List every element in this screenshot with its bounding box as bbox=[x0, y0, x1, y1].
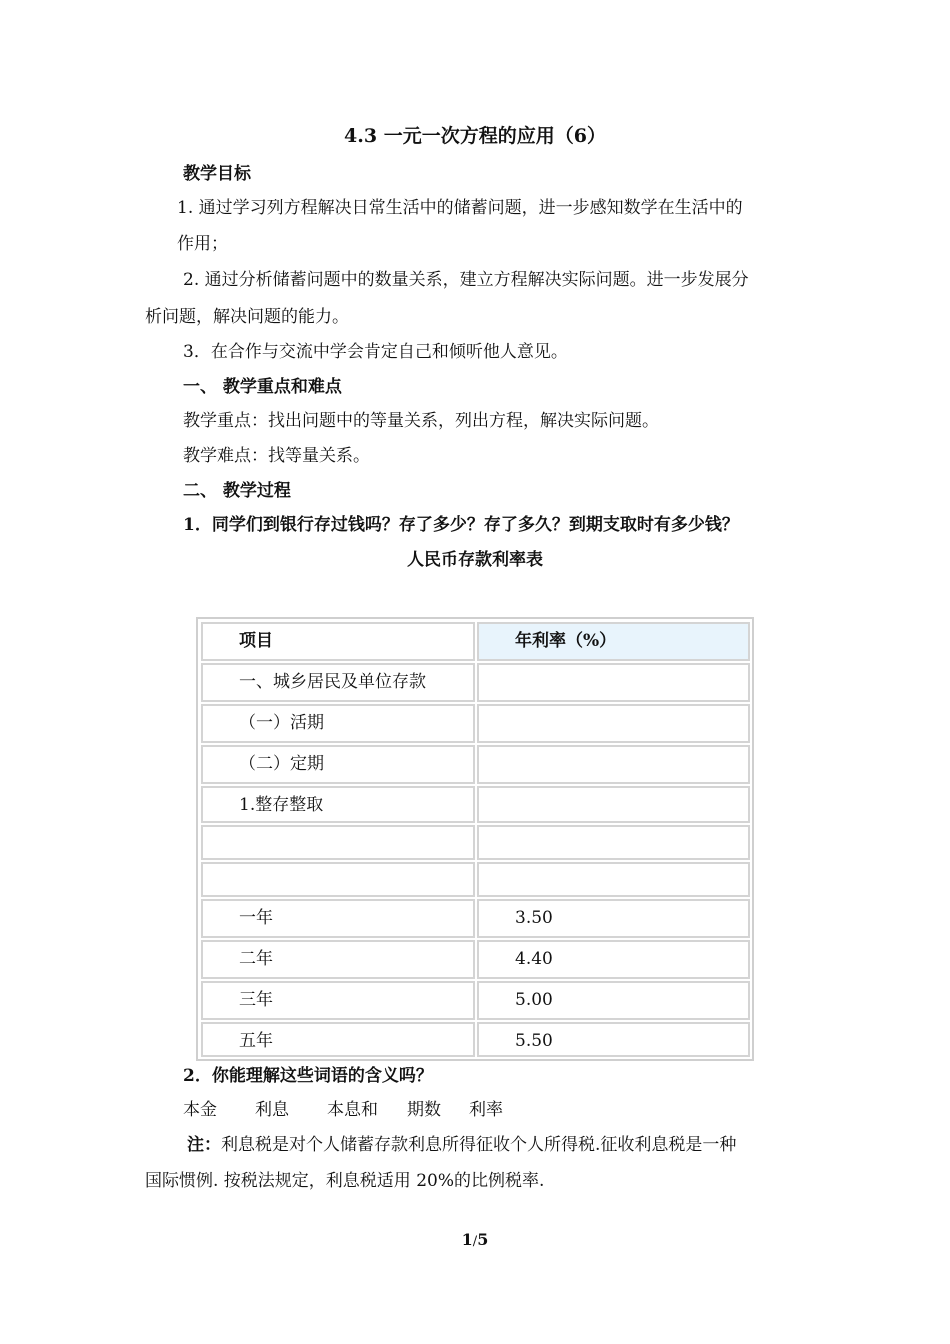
note-label: 注： bbox=[187, 1135, 221, 1155]
table-row-rate: 5.00 bbox=[477, 981, 750, 1020]
table-title: 人民币存款利率表 bbox=[407, 550, 543, 570]
table-row-rate bbox=[477, 786, 750, 823]
table-row-item: 二年 bbox=[201, 940, 475, 979]
table-header-item: 项目 bbox=[201, 622, 475, 661]
note-line-2: 国际惯例. 按税法规定，利息税适用 20%的比例税率. bbox=[145, 1171, 545, 1191]
question-2: 2．你能理解这些词语的含义吗？ bbox=[183, 1066, 433, 1086]
table-row-rate: 5.50 bbox=[477, 1022, 750, 1057]
page-total: 5 bbox=[477, 1230, 489, 1249]
objective-2-line-2: 析问题，解决问题的能力。 bbox=[145, 307, 349, 327]
objective-1-line-2: 作用； bbox=[177, 234, 228, 254]
table-row-item bbox=[201, 825, 475, 860]
objective-2-line-1: 2. 通过分析储蓄问题中的数量关系，建立方程解决实际问题。进一步发展分 bbox=[183, 270, 749, 290]
section-1-heading: 一、 教学重点和难点 bbox=[183, 377, 342, 397]
document-title: 4.3 一元一次方程的应用（6） bbox=[344, 125, 606, 147]
table-row-rate bbox=[477, 745, 750, 784]
table-row-rate bbox=[477, 862, 750, 897]
table-row-item: （二）定期 bbox=[201, 745, 475, 784]
table-row-item: 一年 bbox=[201, 899, 475, 938]
term: 本金 bbox=[183, 1100, 217, 1120]
term: 利息 bbox=[255, 1100, 289, 1120]
table-row-item: 三年 bbox=[201, 981, 475, 1020]
note-line-1 bbox=[187, 1134, 736, 1156]
term: 期数 bbox=[407, 1100, 441, 1120]
difficulty: 教学难点：找等量关系。 bbox=[183, 446, 370, 466]
term: 利率 bbox=[469, 1100, 503, 1120]
page-current: 1 bbox=[461, 1230, 473, 1249]
question-1: 1．同学们到银行存过钱吗？存了多少？存了多久？到期支取时有多少钱？ bbox=[183, 515, 739, 535]
table-row-item: 五年 bbox=[201, 1022, 475, 1057]
section-2-heading: 二、 教学过程 bbox=[183, 481, 291, 501]
table-header-rate: 年利率（%） bbox=[477, 622, 750, 661]
interest-rate-table bbox=[196, 617, 754, 1061]
note-text: 利息税是对个人储蓄存款利息所得征收个人所得税.征收利息税是一种 bbox=[221, 1135, 737, 1155]
objective-3: 3．在合作与交流中学会肯定自己和倾听他人意见。 bbox=[183, 342, 568, 362]
table-row-rate bbox=[477, 704, 750, 743]
table-row-item bbox=[201, 862, 475, 897]
objectives-heading: 教学目标 bbox=[183, 164, 251, 184]
page-separator: / bbox=[472, 1234, 478, 1249]
table-row-rate: 3.50 bbox=[477, 899, 750, 938]
key-point: 教学重点：找出问题中的等量关系，列出方程，解决实际问题。 bbox=[183, 411, 659, 431]
table-row-rate bbox=[477, 663, 750, 702]
table-row-item: 1.整存整取 bbox=[201, 786, 475, 823]
term: 本息和 bbox=[327, 1100, 378, 1120]
table-row-rate: 4.40 bbox=[477, 940, 750, 979]
table-row-rate bbox=[477, 825, 750, 860]
table-row-item: （一）活期 bbox=[201, 704, 475, 743]
page-number bbox=[0, 1229, 950, 1253]
table-row-item: 一、城乡居民及单位存款 bbox=[201, 663, 475, 702]
terms-list bbox=[183, 1099, 503, 1121]
objective-1-line-1: 1. 通过学习列方程解决日常生活中的储蓄问题，进一步感知数学在生活中的 bbox=[177, 198, 743, 218]
